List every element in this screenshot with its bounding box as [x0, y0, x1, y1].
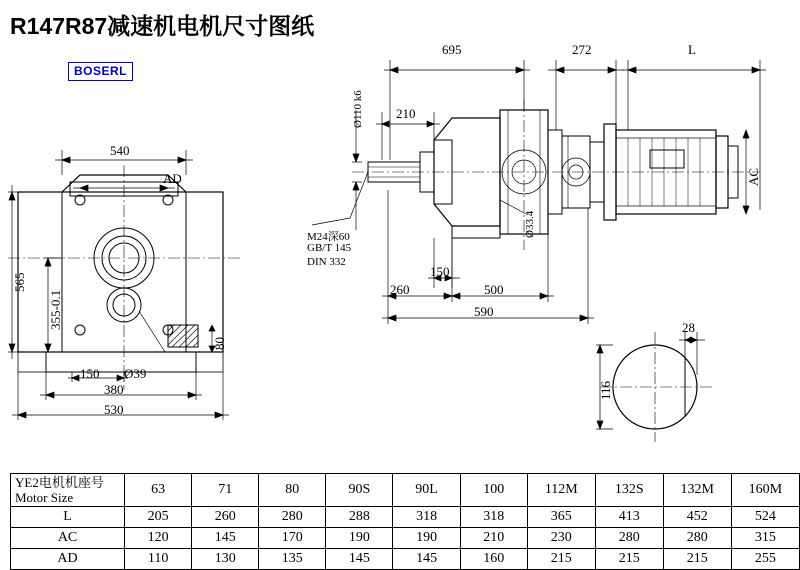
table-header-132s: 132S — [595, 474, 663, 507]
cell-AC-90l: 190 — [393, 528, 460, 549]
dim-80: 80 — [212, 337, 227, 350]
table-header-160m: 160M — [731, 474, 799, 507]
dim-272: 272 — [572, 42, 592, 57]
cell-AC-160m: 315 — [731, 528, 799, 549]
cell-AC-100: 210 — [460, 528, 527, 549]
dim-540: 540 — [110, 143, 130, 158]
row-label-AD: AD — [11, 549, 125, 570]
table-header-motor-size — [11, 474, 125, 507]
cell-AD-132s: 215 — [595, 549, 663, 570]
dim-260: 260 — [390, 282, 410, 297]
cell-AD-71: 130 — [192, 549, 259, 570]
dim-diameter-39: Ø39 — [124, 366, 147, 381]
row-label-AC: AC — [11, 528, 125, 549]
table-row — [11, 528, 800, 549]
cell-AC-71: 145 — [192, 528, 259, 549]
table-header-132m: 132M — [663, 474, 731, 507]
dim-AC: AC — [746, 167, 761, 186]
cell-AD-90s: 145 — [326, 549, 393, 570]
cell-AC-63: 120 — [125, 528, 192, 549]
brand-logo: BOSERL — [68, 62, 133, 81]
cell-AD-90l: 145 — [393, 549, 460, 570]
dim-565: 565 — [12, 272, 27, 292]
cell-L-90s: 288 — [326, 507, 393, 528]
cell-AC-80: 170 — [259, 528, 326, 549]
table-header-90s: 90S — [326, 474, 393, 507]
dim-L: L — [688, 42, 696, 57]
dim-diameter-33-4: Ø33.4 — [524, 210, 536, 238]
dim-355: 355-0.1 — [48, 289, 63, 330]
dim-530: 530 — [104, 402, 124, 417]
dim-116: 116 — [598, 380, 613, 400]
cell-AC-90s: 190 — [326, 528, 393, 549]
cell-L-80: 280 — [259, 507, 326, 528]
table-header-112m: 112M — [527, 474, 595, 507]
cell-AD-132m: 215 — [663, 549, 731, 570]
dim-695: 695 — [442, 42, 462, 57]
cell-AD-112m: 215 — [527, 549, 595, 570]
cell-AC-112m: 230 — [527, 528, 595, 549]
thread-note-line1: M24深60 — [307, 231, 350, 243]
cell-L-90l: 318 — [393, 507, 460, 528]
row-label-L: L — [11, 507, 125, 528]
table-row — [11, 549, 800, 570]
table-header-80: 80 — [259, 474, 326, 507]
dim-590: 590 — [474, 304, 494, 319]
motor-size-table — [10, 473, 800, 570]
cell-L-132m: 452 — [663, 507, 731, 528]
dim-diameter-110k6: Ø110 k6 — [352, 90, 364, 128]
dim-380: 380 — [104, 382, 124, 397]
cell-AD-80: 135 — [259, 549, 326, 570]
cell-L-160m: 524 — [731, 507, 799, 528]
dim-210: 210 — [396, 106, 416, 121]
cell-L-132s: 413 — [595, 507, 663, 528]
thread-note-line3: DIN 332 — [307, 256, 346, 268]
dim-500: 500 — [484, 282, 504, 297]
cell-AC-132s: 280 — [595, 528, 663, 549]
dim-150-main: 150 — [430, 264, 450, 279]
table-header-row — [11, 474, 800, 507]
header-line-en: Motor Size — [15, 490, 74, 505]
dim-150-left: 150 — [80, 366, 100, 381]
table-header-71: 71 — [192, 474, 259, 507]
thread-note-line2: GB/T 145 — [307, 242, 352, 254]
table-row — [11, 507, 800, 528]
cell-AD-63: 110 — [125, 549, 192, 570]
dim-AD: AD — [163, 171, 182, 186]
header-line-cn: YE2电机机座号 — [15, 475, 104, 490]
cell-L-112m: 365 — [527, 507, 595, 528]
cell-L-71: 260 — [192, 507, 259, 528]
table-header-63: 63 — [125, 474, 192, 507]
table-header-90l: 90L — [393, 474, 460, 507]
table-header-100: 100 — [460, 474, 527, 507]
cell-L-100: 318 — [460, 507, 527, 528]
page-title: R147R87减速机电机尺寸图纸 — [10, 13, 315, 39]
cell-L-63: 205 — [125, 507, 192, 528]
cell-AD-160m: 255 — [731, 549, 799, 570]
cell-AC-132m: 280 — [663, 528, 731, 549]
dim-28: 28 — [682, 320, 695, 335]
cell-AD-100: 160 — [460, 549, 527, 570]
